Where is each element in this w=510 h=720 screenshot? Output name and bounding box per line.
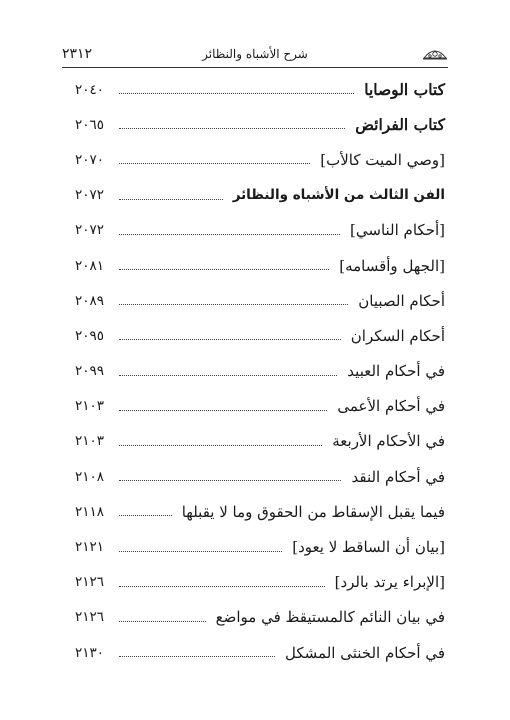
running-title: شرح الأشباه والنظائر: [202, 47, 308, 61]
toc-leader-dots: [119, 93, 354, 94]
toc-entry-title: في أحكام الأعمى: [337, 397, 445, 416]
toc-entry: [75, 142, 445, 177]
toc-entry-title: في أحكام الخنثى المشكل: [285, 643, 445, 662]
toc-entry-page: ٢٠٩٩: [75, 363, 105, 380]
toc-entry-title: في أحكام العبيد: [347, 362, 445, 381]
toc-entry-page: ٢٠٧٠: [75, 151, 105, 168]
toc-leader-dots: [119, 163, 310, 164]
toc-entry-page: ٢٠٧٢: [75, 222, 105, 239]
toc-entry: [75, 529, 445, 564]
toc-entry-page: ٢١٠٨: [75, 468, 105, 485]
toc-entry-page: ٢١٠٣: [75, 433, 105, 450]
toc-entry: [75, 459, 445, 494]
toc-entry-title: الفن الثالث من الأشباه والنظائر: [232, 187, 445, 204]
toc-entry-page: ٢٠٧٢: [75, 187, 105, 204]
toc-leader-dots: [119, 199, 223, 200]
toc-entry-page: ٢٠٨١: [75, 257, 105, 274]
toc-entry: [75, 600, 445, 635]
toc-entry-page: ٢١٢١: [75, 539, 105, 556]
toc-entry: [75, 565, 445, 600]
toc-entry-page: ٢٠٤٠: [75, 81, 105, 98]
toc-entry: [75, 389, 445, 424]
header-rule: [62, 67, 448, 68]
toc-entry-page: ٢١٢٦: [75, 574, 105, 591]
table-of-contents: [75, 72, 445, 670]
toc-entry-page: ٢١٠٣: [75, 398, 105, 415]
toc-leader-dots: [119, 586, 325, 587]
toc-leader-dots: [119, 445, 322, 446]
toc-entry: [75, 424, 445, 459]
toc-entry-title: [بيان أن الساقط لا يعود]: [292, 538, 445, 557]
toc-leader-dots: [119, 304, 348, 305]
toc-leader-dots: [119, 656, 275, 657]
page-number: ٢٣١٢: [62, 46, 93, 62]
toc-leader-dots: [119, 128, 345, 129]
toc-entry-title: كتاب الفرائض: [355, 115, 445, 135]
toc-entry-title: أحكام الصبيان: [358, 291, 445, 310]
toc-entry-page: ٢٠٦٥: [75, 116, 105, 133]
toc-entry: [75, 635, 445, 670]
toc-leader-dots: [119, 551, 282, 552]
toc-entry: [75, 178, 445, 213]
toc-entry: [75, 248, 445, 283]
toc-entry: [75, 107, 445, 142]
toc-entry-title: في أحكام النقد: [351, 467, 445, 486]
toc-leader-dots: [119, 234, 340, 235]
toc-entry-title: كتاب الوصايا: [364, 80, 445, 100]
toc-entry: [75, 283, 445, 318]
toc-entry-title: فيما يقبل الإسقاط من الحقوق وما لا يقبلها: [181, 502, 445, 521]
toc-entry-title: أحكام السكران: [350, 326, 445, 345]
toc-entry-title: [وصي الميت كالأب]: [320, 150, 445, 169]
toc-entry: [75, 318, 445, 353]
toc-entry-page: ٢١٢٦: [75, 609, 105, 626]
toc-leader-dots: [119, 621, 206, 622]
toc-leader-dots: [119, 480, 341, 481]
toc-entry-page: ٢١١٨: [75, 503, 105, 520]
toc-entry-page: ٢٠٩٥: [75, 327, 105, 344]
toc-entry-title: في بيان النائم كالمستيقظ في مواضع: [215, 608, 445, 627]
toc-leader-dots: [119, 269, 329, 270]
toc-leader-dots: [119, 339, 341, 340]
toc-leader-dots: [119, 515, 172, 516]
ornament-icon: [422, 46, 448, 62]
toc-leader-dots: [119, 375, 337, 376]
toc-entry-title: في الأحكام الأربعة: [332, 432, 445, 451]
toc-entry-title: [الإبراء يرتد بالرد]: [334, 573, 445, 592]
toc-entry-page: ٢١٣٠: [75, 644, 105, 661]
toc-entry-title: [أحكام الناسي]: [350, 221, 445, 240]
toc-entry-page: ٢٠٨٩: [75, 292, 105, 309]
toc-entry: [75, 354, 445, 389]
toc-entry: [75, 72, 445, 107]
toc-leader-dots: [119, 410, 327, 411]
toc-entry-title: [الجهل وأقسامه]: [339, 256, 445, 275]
page-header: [62, 44, 448, 66]
toc-entry: [75, 213, 445, 248]
toc-entry: [75, 494, 445, 529]
